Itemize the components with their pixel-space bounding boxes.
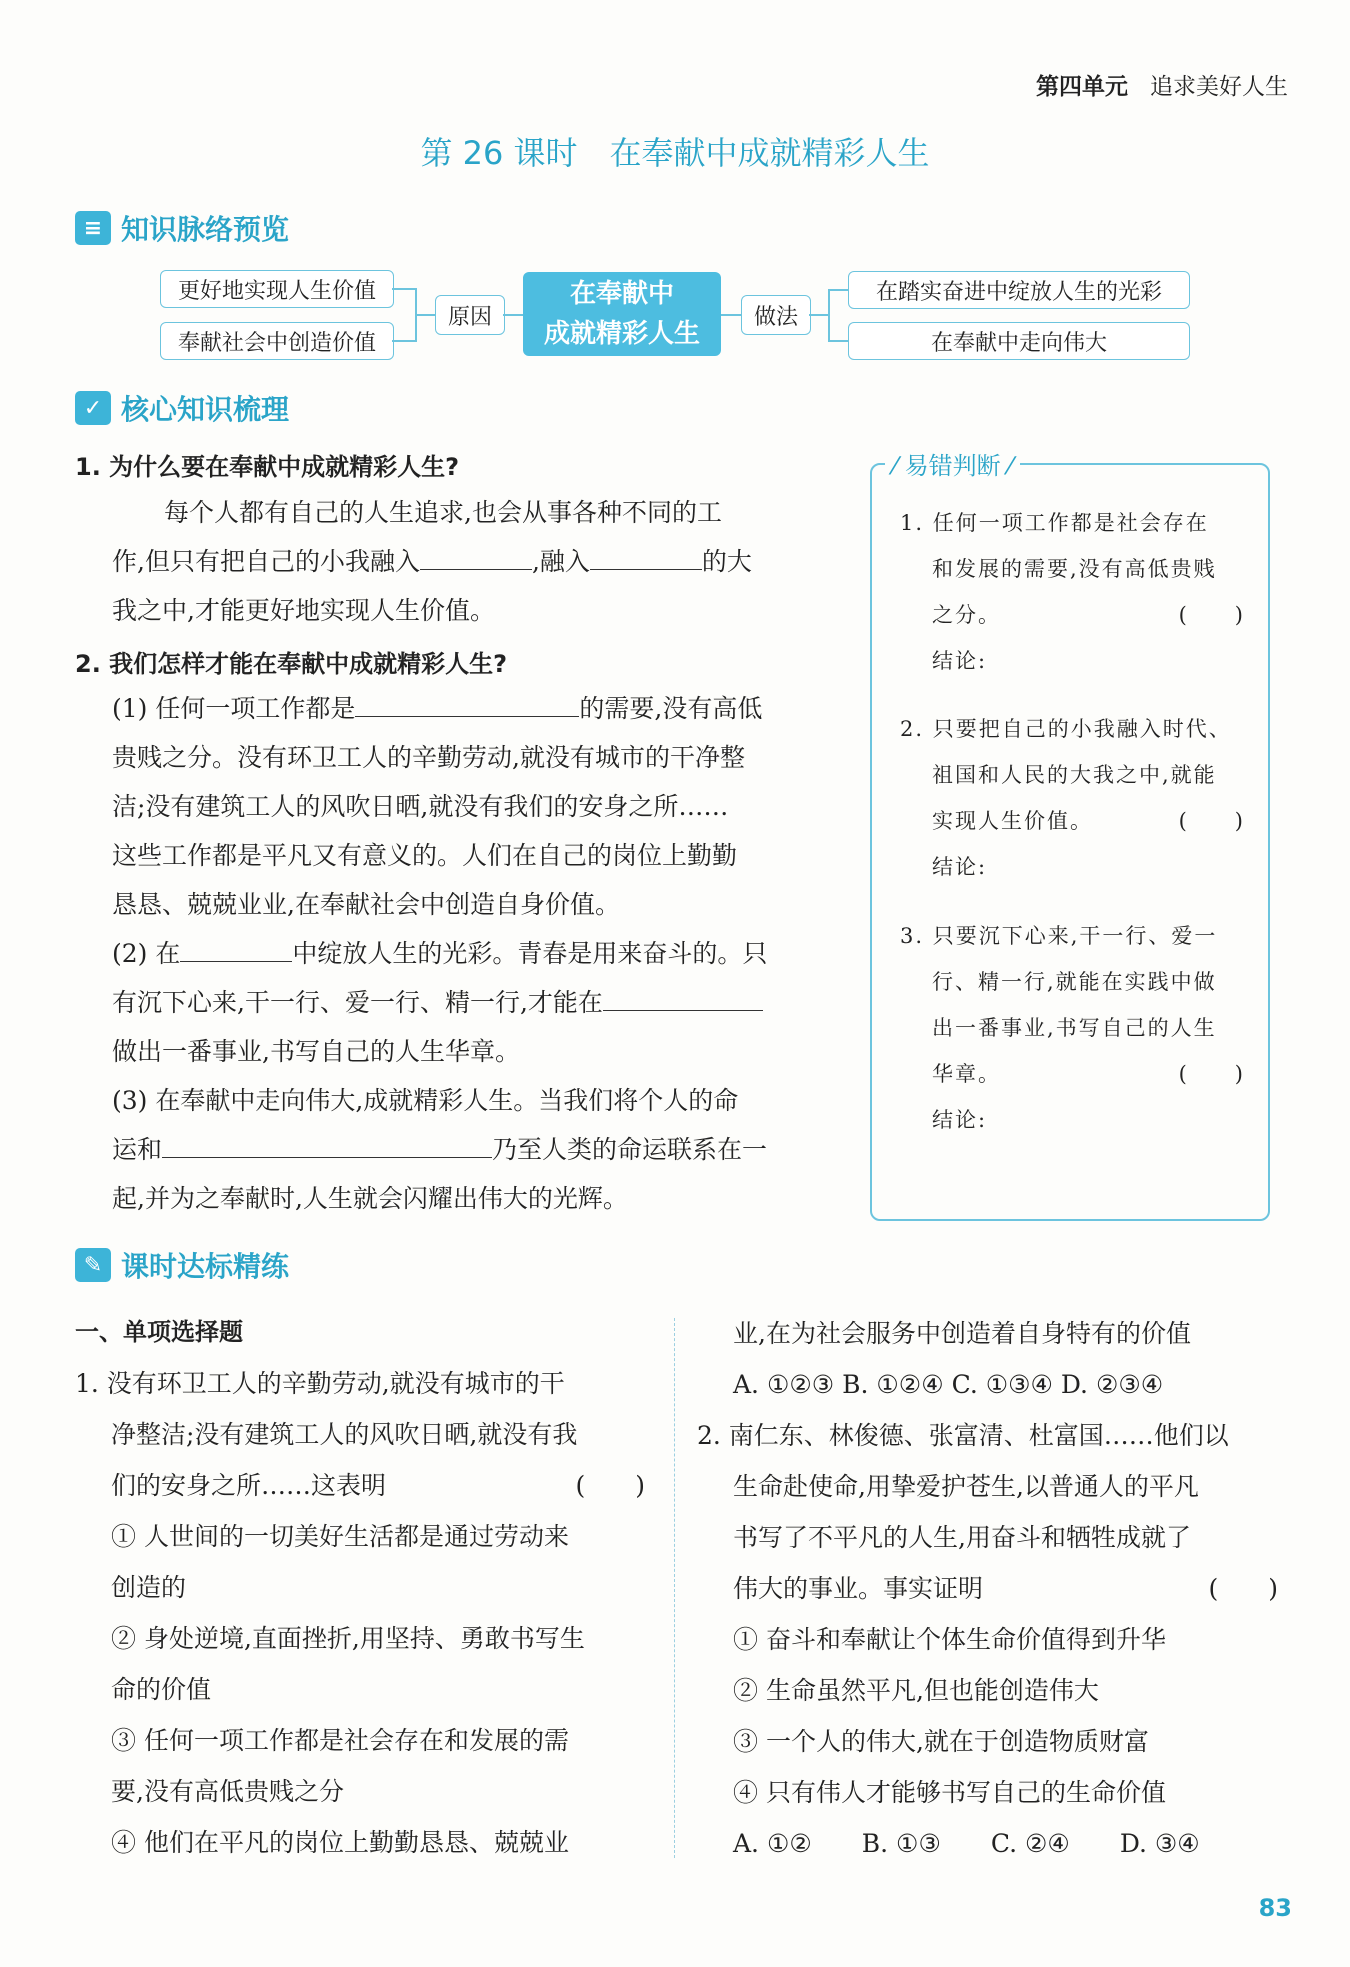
answer-paren[interactable]: ( ) bbox=[1178, 809, 1245, 833]
sidebar-item-2: 2. 只要把自己的小我融入时代、 祖国和人民的大我之中,就能 实现人生价值。 ( ) 结论: bbox=[900, 706, 1245, 890]
section-title: 知识脉络预览 bbox=[121, 213, 290, 246]
core-question-2: 2. 我们怎样才能在奉献中成就精彩人生? bbox=[75, 650, 508, 678]
pencil-icon: ✎ bbox=[75, 1248, 111, 1282]
lesson-title: 第 26 课时 在奉献中成就精彩人生 bbox=[420, 134, 930, 172]
core-answer-2: (1) 任何一项工作都是 的需要,没有高低 贵贱之分。没有环卫工人的辛勤劳动,就没有城市的干净整 洁;没有建筑工人的风吹日晒,就没有我们的安身之所…… 这些工作都是平凡又有意义的。人们在自己的岗位上勤勤 恳恳、兢兢业业,在奉献社会中创造自身价值。 (2) 在 中绽放人生的光彩。青春是用来奋斗的。只 有沉下心来,干一行、爱一行、精一行,才能在 做出一番事业,书写自己的人生华章。 (3) 在奉献中走向伟大,成就精彩人生。当我们将个人的命 运和 乃至人类的命运联系在一 起,并为之奉献时,人生就会闪耀出伟大的光辉。 bbox=[112, 684, 837, 1223]
connector bbox=[828, 340, 848, 342]
exercise-question-1: 1. 没有环卫工人的辛勤劳动,就没有城市的干 净整洁;没有建筑工人的风吹日晒,就没有我 们的安身之所……这表明 ( ) ① 人世间的一切美好生活都是通过劳动来 创造的 ② 身处逆境,直面挫折,用坚持、勇敢书写生 命的价值 ③ 任何一项工作都是社会存在和发展的需 要,没有高低贵贱之分 ④ 他们在平凡的岗位上勤勤恳恳、兢兢业 bbox=[75, 1369, 645, 1857]
unit-title: 追求美好人生 bbox=[1150, 74, 1288, 100]
core-question-1: 1. 为什么要在奉献中成就精彩人生? bbox=[75, 453, 460, 481]
map-center-line1: 在奉献中 bbox=[569, 279, 674, 309]
connector bbox=[828, 289, 848, 291]
answer-paren[interactable]: ( ) bbox=[1178, 1062, 1245, 1086]
fill-blank[interactable] bbox=[162, 1127, 492, 1158]
map-left-top: 更好地实现人生价值 bbox=[160, 270, 394, 308]
sidebar-item-1: 1. 任何一项工作都是社会存在 和发展的需要,没有高低贵贱 之分。 ( ) 结论: bbox=[900, 500, 1245, 684]
core-answer-1: 每个人都有自己的人生追求,也会从事各种不同的工 作,但只有把自己的小我融入 ,融入 的大 我之中,才能更好地实现人生价值。 bbox=[112, 498, 752, 625]
section-core-knowledge bbox=[75, 388, 289, 428]
sidebar-title: ⁄ 易错判断 ⁄ bbox=[885, 446, 1020, 481]
connector bbox=[809, 314, 829, 316]
section-title: 课时达标精练 bbox=[121, 1250, 290, 1283]
connector bbox=[721, 314, 741, 316]
map-center-line2: 成就精彩人生 bbox=[543, 319, 700, 349]
unit-header bbox=[1036, 68, 1288, 101]
checkbox-icon: ✓ bbox=[75, 391, 111, 425]
answer-paren[interactable]: ( ) bbox=[575, 1471, 645, 1500]
connector bbox=[392, 340, 416, 342]
column-divider bbox=[674, 1318, 675, 1858]
section-knowledge-preview bbox=[75, 208, 289, 248]
section-practice bbox=[75, 1245, 289, 1285]
connector bbox=[392, 288, 416, 290]
conclusion-label: 结论: bbox=[932, 855, 988, 879]
answer-paren[interactable]: ( ) bbox=[1178, 603, 1245, 627]
layers-icon: ≡ bbox=[75, 211, 111, 245]
fill-blank[interactable] bbox=[420, 539, 532, 570]
choices-q2: A. ①② B. ①③ C. ②④ D. ③④ bbox=[733, 1829, 1200, 1858]
fill-blank[interactable] bbox=[590, 539, 702, 570]
fill-blank[interactable] bbox=[355, 686, 579, 717]
connector bbox=[415, 314, 435, 316]
fill-blank[interactable] bbox=[180, 931, 292, 962]
conclusion-label: 结论: bbox=[932, 649, 988, 673]
exercise-column-right: 业,在为社会服务中创造着自身特有的价值 A. ①②③ B. ①②④ C. ①③④ D. ②③④ 2. 南仁东、林俊德、张富清、杜富国……他们以 生命赴使命,用挚爱护苍生,以普通人的平凡 书写了不平凡的人生,用奋斗和牺牲成就了 伟大的事业。事实证明 ( ) ① 奋斗和奉献让个体生命价值得到升华 ② 生命虽然平凡,但也能创造伟大 ③ 一个人的伟大,就在于创造物质财富 ④ 只有伟人才能够书写自己的生命价值 A. ①② B. ①③ C. ②④ D. ③④ bbox=[733, 1308, 1278, 1869]
page-number: 83 bbox=[1258, 1894, 1292, 1922]
exercise-heading: 一、单项选择题 bbox=[75, 1318, 243, 1346]
map-right-bottom: 在奉献中走向伟大 bbox=[848, 322, 1190, 360]
unit-label: 第四单元 bbox=[1036, 74, 1128, 100]
map-left-bottom: 奉献社会中创造价值 bbox=[160, 322, 394, 360]
map-reason: 原因 bbox=[435, 295, 505, 335]
section-title: 核心知识梳理 bbox=[121, 393, 290, 426]
connector bbox=[503, 314, 523, 316]
map-method: 做法 bbox=[741, 295, 811, 335]
sidebar-item-3: 3. 只要沉下心来,干一行、爱一 行、精一行,就能在实践中做 出一番事业,书写自己的人生 华章。 ( ) 结论: bbox=[900, 913, 1245, 1143]
choices-q1: A. ①②③ B. ①②④ C. ①③④ D. ②③④ bbox=[733, 1370, 1164, 1399]
tag-icon: ⁄ bbox=[893, 452, 905, 480]
answer-paren[interactable]: ( ) bbox=[1208, 1574, 1278, 1603]
connector bbox=[828, 289, 830, 342]
conclusion-label: 结论: bbox=[932, 1108, 988, 1132]
map-center-topic bbox=[523, 272, 721, 356]
map-right-top: 在踏实奋进中绽放人生的光彩 bbox=[848, 271, 1190, 309]
fill-blank[interactable] bbox=[603, 980, 763, 1011]
